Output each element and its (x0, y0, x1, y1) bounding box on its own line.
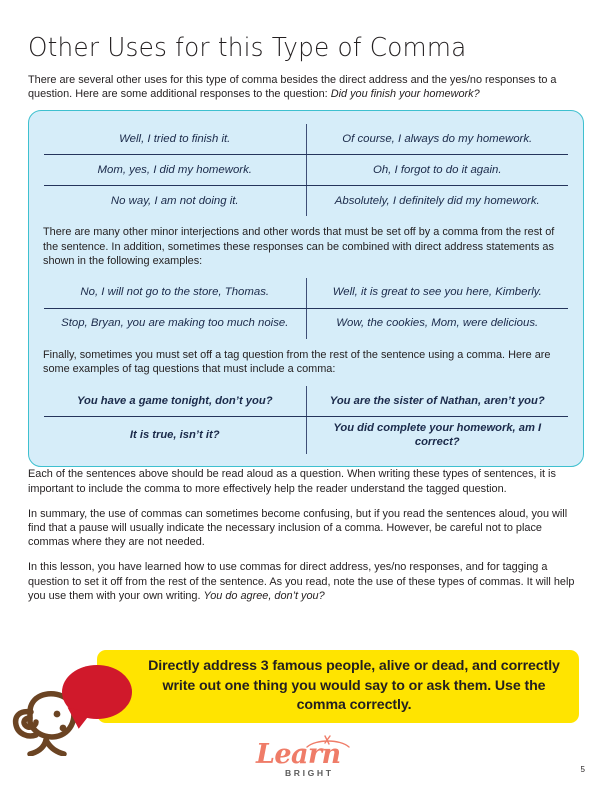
closing-italic-question: You do agree, don’t you? (203, 589, 325, 602)
table-cell: Mom, yes, I did my homework. (44, 155, 306, 186)
activity-callout (0, 648, 612, 744)
table-cell: Wow, the cookies, Mom, were delicious. (336, 317, 539, 330)
closing-paragraph-3 (28, 560, 584, 603)
table-cell: You have a game tonight, don’t you? (44, 386, 306, 417)
intro-italic-question: Did you finish your homework? (330, 88, 480, 101)
examples-table-2 (44, 278, 568, 339)
table-row (44, 186, 568, 217)
table-row (44, 124, 568, 155)
blue-box-paragraph-2: There are many other minor interjections and other words that must be set off by a comma from the rest of the sentence. In addition, sometimes these responses can be combined with direct address statements as shown in the following examples: (43, 226, 555, 267)
table-cell: No way, I am not doing it. (44, 186, 306, 217)
table-cell: Absolutely, I definitely did my homework. (334, 194, 540, 207)
page-number: 5 (580, 765, 585, 774)
intro-text: There are several other uses for this type of comma besides the direct address and the yes/no responses to a question. Here are some additional responses to the question: (28, 74, 557, 101)
closing-paragraph-2: In summary, the use of commas can sometimes become confusing, but if you read the sentences aloud, you will find that a pause will usually indicate the necessary inclusion of a comma. However, be careful not to place commas where they are not needed. (28, 507, 568, 549)
intro-paragraph (28, 73, 584, 101)
examples-table-1 (44, 124, 568, 216)
table-row (44, 309, 568, 340)
table-row (44, 417, 568, 454)
table-cell: No, I will not go to the store, Thomas. (44, 278, 306, 309)
page-title: Other Uses for this Type of Comma (28, 33, 467, 63)
table-cell: Well, it is great to see you here, Kimberly. (306, 278, 568, 309)
table-cell: It is true, isn’t it? (44, 417, 306, 454)
table-cell: You did complete your homework, am I correct? (333, 422, 542, 448)
closing-paragraph-3-text: In this lesson, you have learned how to use commas for direct address, yes/no responses, and for tagging a question to set it off from the rest of the sentence. As you read, note the use of these types of commas. It will help you use them with your own writing. (28, 561, 575, 602)
table-cell: Oh, I forgot to do it again. (306, 155, 568, 186)
table-cell: Stop, Bryan, you are making too much noise. (44, 309, 306, 340)
callout-text: Directly address 3 famous people, alive or dead, and correctly write out one thing you would say to or ask them. Use the comma correctly. (148, 658, 560, 714)
table-row (44, 386, 568, 417)
table-row (44, 155, 568, 186)
logo-learn-text: Learn (256, 739, 341, 770)
table-cell: Of course, I always do my homework. (306, 124, 568, 155)
examples-blue-box (28, 110, 584, 467)
callout-yellow-box (97, 650, 579, 723)
speech-bubble (62, 665, 132, 719)
question-mark-icon: ? (23, 649, 47, 698)
page-content (28, 0, 584, 614)
logo-wrap (252, 735, 360, 779)
logo-bright-text: BRIGHT (285, 768, 334, 778)
closing-paragraph-1: Each of the sentences above should be read aloud as a question. When writing these types of sentences, it is important to include the comma to more effectively help the reader understand the tagged question. (28, 468, 556, 495)
blue-box-paragraph-3: Finally, sometimes you must set off a tag question from the rest of the sentence using a comma. Here are some examples of tag questions that must include a comma: (43, 349, 551, 376)
table-cell: Well, I tried to finish it. (44, 124, 306, 155)
examples-table-3 (44, 386, 568, 454)
table-cell: You are the sister of Nathan, aren’t you? (306, 386, 568, 417)
table-row (44, 278, 568, 309)
